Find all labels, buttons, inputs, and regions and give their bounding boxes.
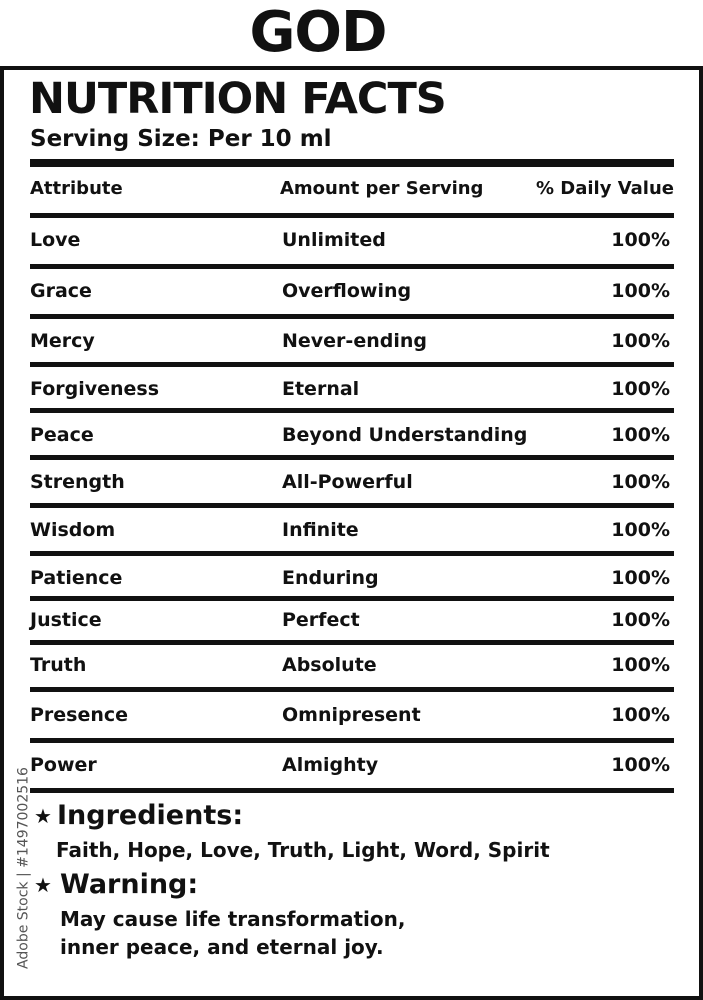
column-header-amount: Amount per Serving: [280, 178, 484, 199]
row-attribute: Love: [30, 229, 81, 251]
row-attribute: Presence: [30, 704, 129, 726]
row-amount: Almighty: [282, 754, 379, 776]
ingredients-text: Faith, Hope, Love, Truth, Light, Word, Spirit: [56, 838, 550, 862]
row-divider: [30, 213, 674, 218]
row-divider: [30, 455, 674, 460]
row-attribute: Wisdom: [30, 519, 116, 541]
row-daily-value: 100%: [611, 519, 670, 541]
label-heading: NUTRITION FACTS: [29, 74, 446, 124]
row-amount: Enduring: [282, 567, 379, 589]
page-title: GOD: [249, 0, 387, 65]
row-amount: Unlimited: [282, 229, 386, 251]
watermark-text: Adobe Stock | #1497002516: [15, 767, 32, 969]
row-daily-value: 100%: [611, 424, 670, 446]
row-attribute: Grace: [30, 280, 92, 302]
row-attribute: Justice: [30, 609, 102, 631]
row-amount: Infinite: [282, 519, 359, 541]
table-row: [0, 694, 703, 734]
row-amount: Perfect: [282, 609, 360, 631]
row-divider: [30, 264, 674, 269]
table-row: [0, 320, 703, 360]
warning-title: Warning:: [60, 869, 199, 900]
row-attribute: Forgiveness: [30, 378, 160, 400]
row-divider: [30, 408, 674, 413]
row-daily-value: 100%: [611, 280, 670, 302]
header-divider: [30, 159, 674, 167]
column-header-attribute: Attribute: [30, 178, 123, 199]
row-attribute: Power: [30, 754, 97, 776]
row-daily-value: 100%: [611, 704, 670, 726]
row-amount: Absolute: [282, 654, 377, 676]
table-row: [0, 744, 703, 784]
row-amount: Eternal: [282, 378, 360, 400]
star-icon: ★: [34, 873, 52, 897]
row-daily-value: 100%: [611, 754, 670, 776]
warning-text-line1: May cause life transformation,: [60, 907, 406, 931]
stock-watermark: [6, 755, 34, 990]
table-row: [0, 368, 703, 408]
row-daily-value: 100%: [611, 229, 670, 251]
row-divider: [30, 314, 674, 319]
warning-text-line2: inner peace, and eternal joy.: [60, 935, 384, 959]
row-daily-value: 100%: [611, 654, 670, 676]
row-attribute: Patience: [30, 567, 123, 589]
table-row: [0, 270, 703, 310]
row-divider: [30, 788, 674, 793]
row-amount: All-Powerful: [282, 471, 413, 493]
table-row: [0, 644, 703, 684]
row-attribute: Mercy: [30, 330, 95, 352]
table-row: [0, 461, 703, 501]
row-amount: Never-ending: [282, 330, 427, 352]
star-icon: ★: [34, 804, 52, 828]
row-daily-value: 100%: [611, 609, 670, 631]
row-daily-value: 100%: [611, 330, 670, 352]
table-row: [0, 414, 703, 454]
row-attribute: Peace: [30, 424, 94, 446]
row-daily-value: 100%: [611, 471, 670, 493]
row-attribute: Truth: [30, 654, 87, 676]
table-row: [0, 509, 703, 549]
column-header-daily-value: % Daily Value: [535, 178, 674, 199]
row-amount: Overflowing: [282, 280, 412, 302]
row-daily-value: 100%: [611, 378, 670, 400]
row-amount: Omnipresent: [282, 704, 421, 726]
table-row: [0, 219, 703, 259]
row-attribute: Strength: [30, 471, 125, 493]
row-divider: [30, 503, 674, 508]
row-divider: [30, 551, 674, 556]
row-divider: [30, 362, 674, 367]
serving-size: Serving Size: Per 10 ml: [30, 126, 332, 152]
row-amount: Beyond Understanding: [282, 424, 528, 446]
row-daily-value: 100%: [611, 567, 670, 589]
row-divider: [30, 738, 674, 743]
table-row: [0, 557, 703, 597]
ingredients-title: Ingredients:: [57, 800, 244, 831]
panel-border-bottom: [0, 996, 703, 1000]
row-divider: [30, 687, 674, 692]
table-row: [0, 599, 703, 639]
